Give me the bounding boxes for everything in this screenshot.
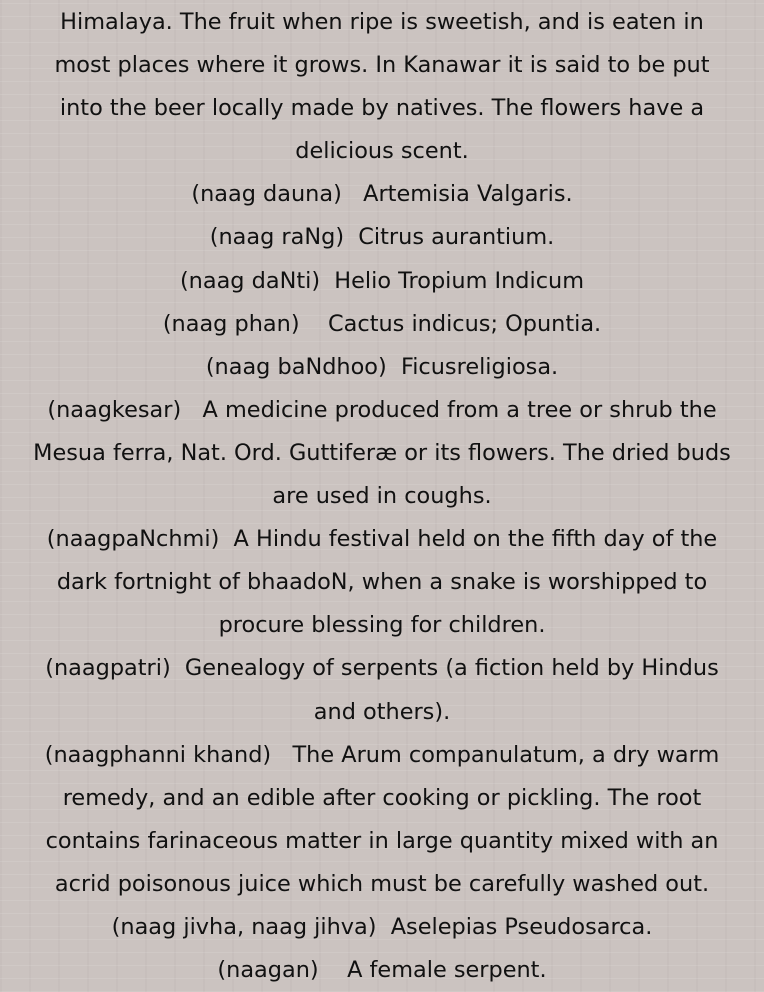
entry-line: (naag baNdhoo) Ficusreligiosa.	[205, 353, 559, 380]
entry-line: acrid poisonous juice which must be carefully washed out.	[54, 870, 710, 897]
entry-naagphanni-khand	[0, 734, 764, 906]
entry-line: and others).	[313, 698, 451, 725]
entry-line: (naag jivha, naag jihva) Aselepias Pseudosarca.	[111, 913, 653, 940]
entry-line: Himalaya. The fruit when ripe is sweetish, and is eaten in	[60, 9, 704, 35]
entry-line: (naag daNti) Helio Tropium Indicum	[179, 267, 585, 294]
entry-naagpatri	[0, 647, 764, 733]
entry-line: (naag raNg) Citrus aurantium.	[209, 224, 555, 251]
entry-line: into the beer locally made by natives. The flowers have a	[59, 95, 705, 122]
entry-line: Mesua ferra, Nat. Ord. Guttiferæ or its flowers. The dried buds	[33, 439, 731, 466]
entry-line: procure blessing for children.	[218, 612, 546, 639]
entry-naag-phan	[0, 303, 764, 346]
entry-naagan	[0, 949, 764, 992]
entry-line: (naag dauna) Artemisia Valgaris.	[191, 181, 573, 208]
entry-line: dark fortnight of bhaadoN, when a snake is worshipped to	[56, 569, 708, 596]
entry-line: contains farinaceous matter in large quantity mixed with an	[45, 827, 719, 854]
entry-naag-dauna	[0, 173, 764, 216]
entry-line: (naagpaNchmi) A Hindu festival held on the fifth day of the	[46, 526, 718, 553]
entry-naagpanchmi	[0, 518, 764, 647]
entry-line: (naagkesar) A medicine produced from a tree or shrub the	[47, 396, 717, 423]
entry-line: (naagan) A female serpent.	[217, 957, 547, 984]
entry-line: (naagpatri) Genealogy of serpents (a fiction held by Hindus	[45, 655, 719, 682]
entry-line: are used in coughs.	[272, 483, 492, 510]
entry-line: remedy, and an edible after cooking or pickling. The root	[62, 784, 702, 811]
entry-naagkesar	[0, 389, 764, 518]
entry-naag-danti	[0, 260, 764, 303]
entry-naag-jivha	[0, 906, 764, 949]
entry-naag-bandhoo	[0, 346, 764, 389]
entry-naag-rang	[0, 216, 764, 259]
entry-line: delicious scent.	[295, 138, 469, 165]
entry-line: (naag phan) Cactus indicus; Opuntia.	[162, 310, 602, 337]
entry-continuation-himalaya	[0, 1, 764, 173]
entry-line: (naagphanni khand) The Arum companulatum, a dry warm	[44, 741, 720, 768]
entry-line: most places where it grows. In Kanawar it is said to be put	[54, 52, 710, 79]
